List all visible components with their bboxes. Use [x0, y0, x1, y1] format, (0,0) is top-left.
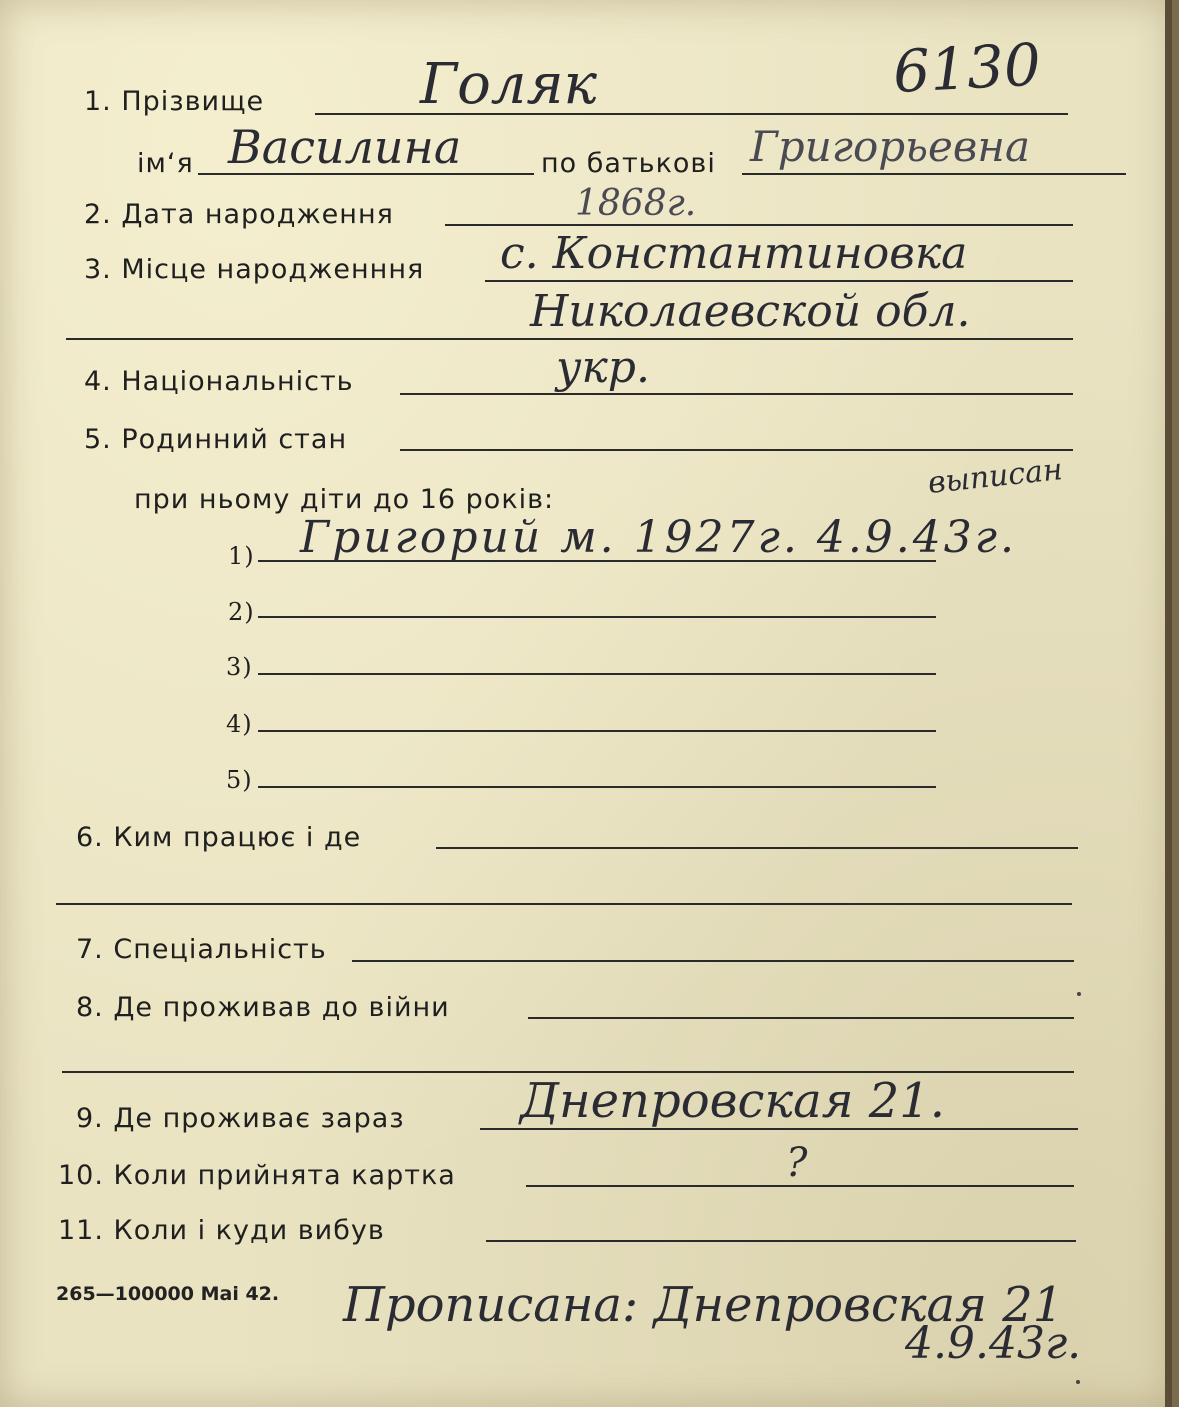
departure-line	[486, 1240, 1076, 1242]
surname-value: Голяк	[420, 52, 597, 117]
birth-place-line-2	[66, 338, 1073, 340]
family-status-label: 5. Родинний стан	[84, 424, 348, 455]
registration-note: Прописана: Днепровская 21	[343, 1277, 1064, 1333]
birth-place-value-1: с. Константиновка	[500, 228, 968, 279]
current-residence-value: Днепровская 21.	[520, 1073, 946, 1129]
birth-date-value: 1868г.	[575, 183, 697, 224]
patronymic-label: по батькові	[541, 148, 716, 179]
registration-date: 4.9.43г.	[905, 1318, 1082, 1369]
nationality-value: укр.	[556, 342, 650, 393]
family-status-line	[400, 449, 1073, 451]
child-row-value: Григорий м. 1927г. 4.9.43г.	[300, 512, 1018, 563]
child-row-num: 4)	[226, 710, 253, 738]
child-row-num: 3)	[226, 653, 253, 681]
card-accepted-value: ?	[786, 1140, 808, 1186]
card-accepted-label: 10. Коли прийнята картка	[58, 1160, 456, 1191]
print-code: 265—100000 Mai 42.	[56, 1283, 280, 1305]
prewar-residence-line-1	[528, 1017, 1074, 1019]
work-line-2	[56, 903, 1072, 905]
ink-speck	[1077, 992, 1081, 996]
child-row-num: 1)	[228, 542, 255, 570]
birth-place-line-1	[485, 280, 1073, 282]
birth-date-label: 2. Дата народження	[84, 199, 394, 230]
prewar-residence-label: 8. Де проживав до війни	[76, 992, 450, 1023]
child-row-num: 2)	[228, 598, 255, 626]
nationality-line	[400, 393, 1073, 395]
birth-place-label: 3. Місце народженння	[84, 254, 425, 285]
name-label: ім‘я	[137, 148, 194, 179]
children-label: при ньому діти до 16 років:	[134, 484, 555, 515]
patronymic-line	[742, 173, 1126, 175]
birth-date-line	[445, 224, 1073, 226]
work-line-1	[436, 847, 1078, 849]
nationality-label: 4. Національність	[84, 366, 354, 397]
name-value: Василина	[228, 120, 462, 174]
child-row-line	[258, 730, 936, 732]
birth-place-value-2: Николаевской обл.	[530, 286, 971, 337]
child-row-num: 5)	[226, 766, 253, 794]
child-row-line	[258, 616, 936, 618]
surname-label: 1. Прізвище	[84, 86, 265, 117]
children-note: выписан	[926, 452, 1065, 501]
child-row-line	[258, 673, 936, 675]
card-number: 6130	[891, 30, 1043, 107]
work-label: 6. Ким працює і де	[76, 822, 362, 853]
current-residence-label: 9. Де проживає зараз	[76, 1103, 405, 1134]
child-row-line	[258, 786, 936, 788]
ink-speck	[1076, 1380, 1080, 1384]
patronymic-value: Григорьевна	[750, 122, 1031, 171]
card-edge-shadow	[1165, 0, 1172, 1407]
specialty-label: 7. Спеціальність	[76, 934, 327, 965]
departure-label: 11. Коли і куди вибув	[58, 1215, 385, 1246]
specialty-line	[352, 960, 1074, 962]
